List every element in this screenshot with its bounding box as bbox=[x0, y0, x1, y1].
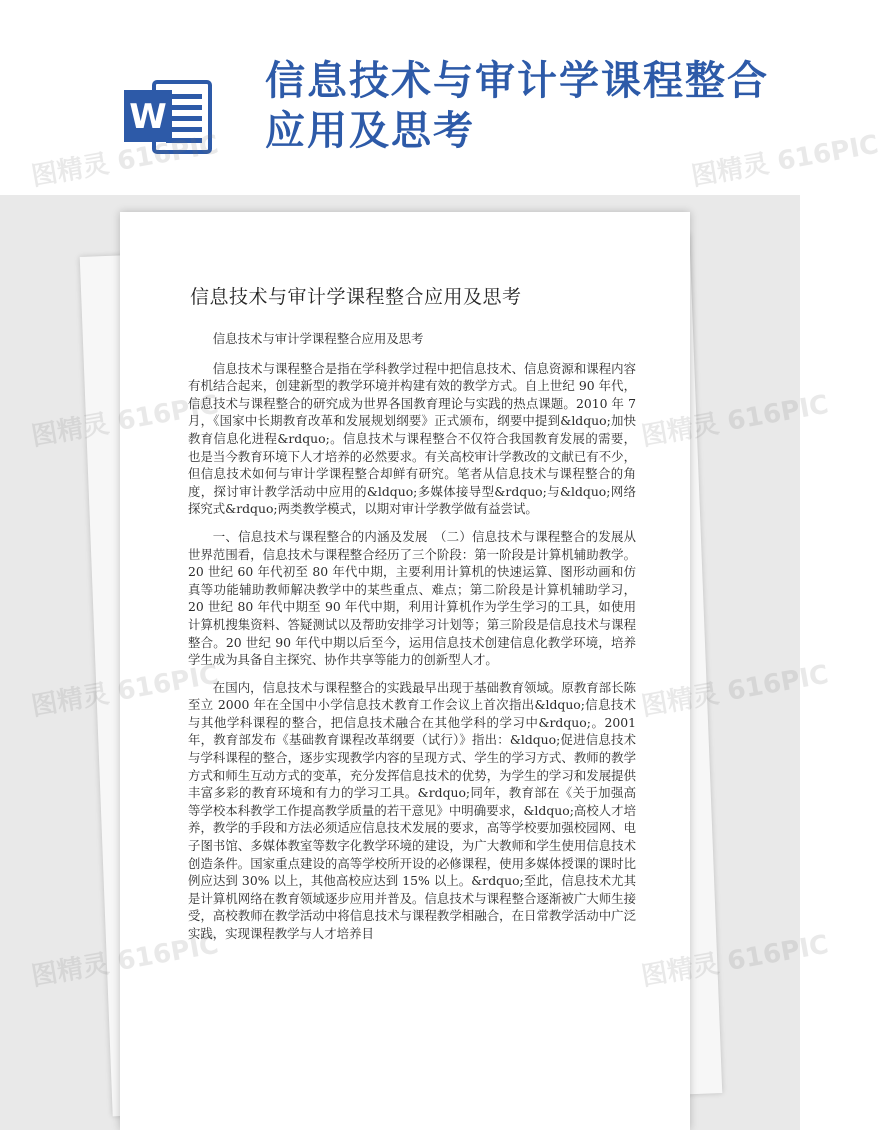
document-title: 信息技术与审计学课程整合应用及思考 bbox=[190, 286, 522, 308]
paragraph: 一、信息技术与课程整合的内涵及发展 （二）信息技术与课程整合的发展从世界范围看，信息技术与课程整合经历了三个阶段：第一阶段是计算机辅助教学。20 世纪 60 年代初至 80 年代中期，主要利用计算机的快速运算、图形动画和仿真等功能辅助教师解决教学中的某些重点、难点；第二阶段是计算机辅助学习，20 世纪 80 年代中期至 90 年代中期，利用计算机作为学生学习的工具，如使用计算机搜集资料、答疑测试以及帮助安排学习计划等；第三阶段是信息技术与课程整合。20 世纪 90 年代中期以后至今，运用信息技术创建信息化教学环境，培养学生成为具备自主探究、协作共享等能力的创新型人才。 bbox=[188, 528, 636, 668]
word-document-icon bbox=[120, 68, 216, 164]
header-banner bbox=[0, 0, 800, 200]
page-headline: 信息技术与审计学课程整合应用及思考 bbox=[265, 58, 769, 154]
document-page bbox=[120, 212, 690, 1130]
word-icon-letter: W bbox=[129, 97, 167, 137]
paragraph: 在国内，信息技术与课程整合的实践最早出现于基础教育领域。原教育部长陈至立 2000 年在全国中小学信息技术教育工作会议上首次指出&ldquo;信息技术与其他学科课程的整合，把信息技术融合在其他学科的学习中&rdquo;。2001 年，教育部发布《基础教育课程改革纲要（试行）》指出：&ldquo;促进信息技术与学科课程的整合，逐步实现教学内容的呈现方式、学生的学习方式、教师的教学方式和师生互动方式的变革，充分发挥信息技术的优势，为学生的学习和发展提供丰富多彩的教育环境和有力的学习工具。&rdquo;同年，教育部在《关于加强高等学校本科教学工作提高教学质量的若干意见》中明确要求，&ldquo;高校人才培养，教学的手段和方法必须适应信息技术发展的要求，高等学校要加强校园网、电子图书馆、多媒体教室等数字化教学环境的建设，为广大教师和学生使用信息技术创造条件。国家重点建设的高等学校所开设的必修课程，使用多媒体授课的课时比例应达到 30% 以上，其他高校应达到 15% 以上。&rdquo;至此，信息技术尤其是计算机网络在教育领域逐步应用并普及。信息技术与课程整合逐渐被广大师生接受，高校教师在教学活动中将信息技术与课程教学相融合，在日常教学活动中广泛实践，实现课程教学与人才培养目 bbox=[188, 679, 636, 941]
document-subtitle: 信息技术与审计学课程整合应用及思考 bbox=[212, 331, 424, 346]
paragraph: 信息技术与课程整合是指在学科教学过程中把信息技术、信息资源和课程内容有机结合起来，创建新型的教学环境并构建有效的教学方式。自上世纪 90 年代，信息技术与课程整合的研究成为世界各国教育理论与实践的热点课题。2010 年 7 月，《国家中长期教育改革和发展规划纲要》正式颁布，纲要中提到&ldquo;加快教育信息化进程&rdquo;。信息技术与课程整合不仅符合我国教育发展的需要，也是当今教育环境下人才培养的必然要求。有关高校审计学教改的文献已有不少，但信息技术如何与审计学课程整合却鲜有研究。笔者从信息技术与课程整合的角度，探讨审计教学活动中应用的&ldquo;多媒体接导型&rdquo;与&ldquo;网络探究式&rdquo;两类教学模式，以期对审计学教学做有益尝试。 bbox=[188, 360, 636, 517]
document-body bbox=[188, 330, 636, 953]
watermark: 616PIC bbox=[774, 129, 881, 178]
